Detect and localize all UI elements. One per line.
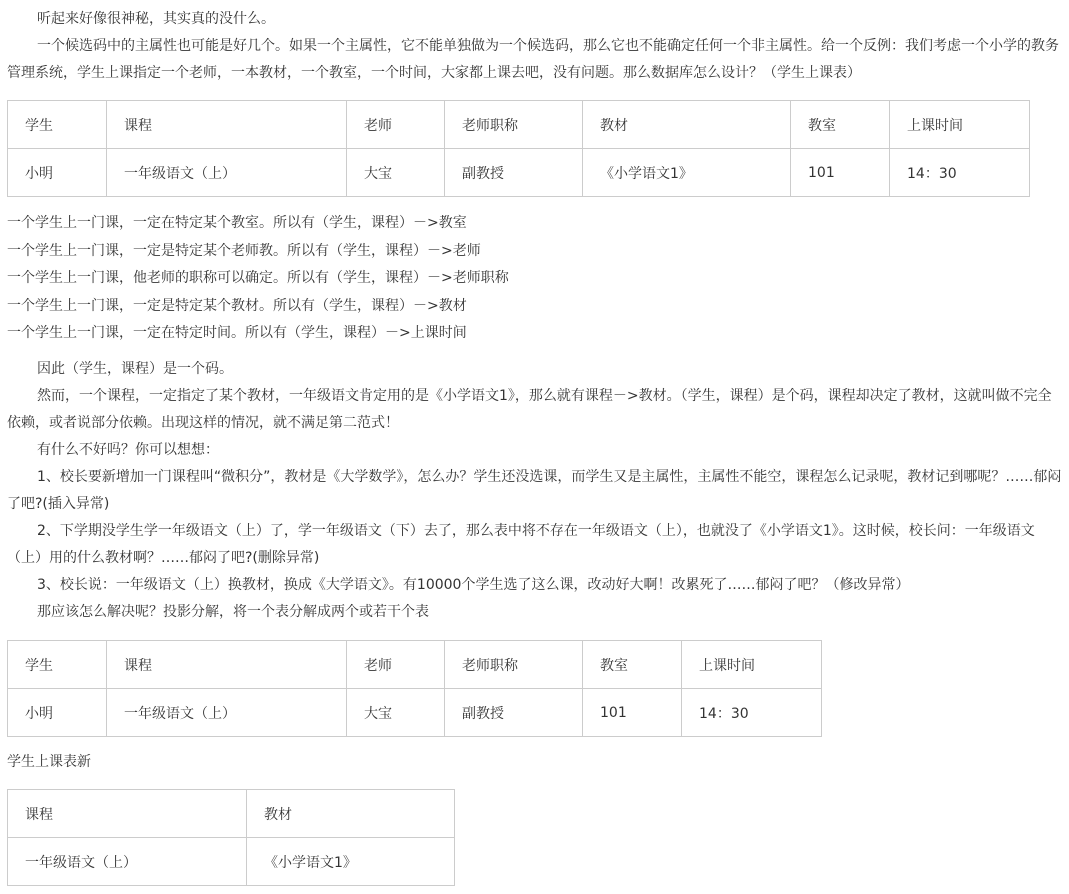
table-header-cell: 老师 <box>347 101 445 149</box>
dependency-line: 一个学生上一门课，一定是特定某个老师教。所以有（学生，课程）－>老师 <box>7 242 481 259</box>
table-cell: 《小学语文1》 <box>583 149 791 197</box>
dependency-list <box>7 210 1065 348</box>
student-class-table <box>7 100 1030 197</box>
analysis-paragraph: 3、校长说：一年级语文（上）换教材，换成《大学语文》。有10000个学生选了这么课，改动好大啊！改累死了……郁闷了吧？（修改异常） <box>37 577 910 593</box>
analysis-paragraph: 有什么不好吗？你可以想想： <box>37 442 219 458</box>
table-header-cell: 教室 <box>791 101 890 149</box>
intro-paragraph: 一个候选码中的主属性也可能是好几个。如果一个主属性，它不能单独做为一个候选码，那么它也不能确定任何一个非主属性。给一个反例：我们考虑一个小学的教务 管理系统，学生上课指定一个老师，一本教材，一个教室，一个时间，大家都上课去吧，没有问题。那么数据库怎么设计？（学生上课表） <box>7 38 1059 81</box>
table-header-cell: 教材 <box>583 101 791 149</box>
table-header-cell: 教室 <box>583 641 682 689</box>
intro-section <box>7 6 1065 87</box>
analysis-paragraph: 1、校长要新增加一门课程叫“微积分”，教材是《大学数学》，怎么办？学生还没选课，而学生又是主属性，主属性不能空，课程怎么记录呢，教材记到哪呢？……郁闷了吧?(插入异常) <box>7 469 1062 512</box>
dependency-line: 一个学生上一门课，他老师的职称可以确定。所以有（学生，课程）－>老师职称 <box>7 270 509 286</box>
table-header-cell: 老师职称 <box>445 641 583 689</box>
table-cell: 小明 <box>8 689 107 737</box>
course-textbook-table <box>7 789 455 886</box>
table-header-cell: 上课时间 <box>890 101 1030 149</box>
dependency-line: 一个学生上一门课，一定在特定时间。所以有（学生，课程）－>上课时间 <box>7 325 467 341</box>
table-header-row <box>8 641 822 689</box>
table-header-row <box>8 790 455 838</box>
analysis-section <box>7 356 1065 626</box>
dependency-line: 一个学生上一门课，一定在特定某个教室。所以有（学生，课程）－>教室 <box>7 215 467 231</box>
table-cell: 一年级语文（上） <box>107 689 347 737</box>
table-cell: 一年级语文（上） <box>8 838 247 886</box>
analysis-paragraph: 因此（学生，课程）是一个码。 <box>37 361 233 377</box>
table-cell: 副教授 <box>445 689 583 737</box>
table-row <box>8 149 1030 197</box>
analysis-paragraph: 然而，一个课程，一定指定了某个教材，一年级语文肯定用的是《小学语文1》，那么就有课程－>教材。（学生，课程）是个码，课程却决定了教材，这就叫做不完全依赖，或者说部分依赖。出现这样的情况，就不满足第二范式！ <box>7 388 1052 431</box>
table-cell: 《小学语文1》 <box>247 838 455 886</box>
analysis-paragraph: 那应该怎么解决呢？投影分解，将一个表分解成两个或若干个表 <box>37 604 429 620</box>
table-header-cell: 课程 <box>8 790 247 838</box>
table-row <box>8 838 455 886</box>
table-header-cell: 老师职称 <box>445 101 583 149</box>
analysis-paragraph: 2、下学期没学生学一年级语文（上）了，学一年级语文（下）去了，那么表中将不存在一年级语文（上），也就没了《小学语文1》。这时候，校长问：一年级语文（上）用的什么教材啊？……郁闷了吧?(删除异常) <box>7 523 1035 566</box>
table-cell: 101 <box>583 689 682 737</box>
table-cell: 一年级语文（上） <box>107 149 347 197</box>
table-header-cell: 课程 <box>107 641 347 689</box>
student-class-table-decomposed <box>7 640 822 737</box>
table-header-cell: 课程 <box>107 101 347 149</box>
table-header-cell: 上课时间 <box>682 641 822 689</box>
table-cell: 小明 <box>8 149 107 197</box>
table-cell: 大宝 <box>347 689 445 737</box>
dependency-line: 一个学生上一门课，一定是特定某个教材。所以有（学生，课程）－>教材 <box>7 297 467 314</box>
table-caption: 学生上课表新 <box>7 754 91 770</box>
table-cell: 14：30 <box>682 689 822 737</box>
table-header-cell: 老师 <box>347 641 445 689</box>
table-header-cell: 学生 <box>8 641 107 689</box>
table-header-row <box>8 101 1030 149</box>
table-cell: 大宝 <box>347 149 445 197</box>
table-header-cell: 教材 <box>247 790 455 838</box>
table-row <box>8 689 822 737</box>
intro-paragraph: 听起来好像很神秘，其实真的没什么。 <box>37 11 275 27</box>
table-cell: 副教授 <box>445 149 583 197</box>
table-cell: 14：30 <box>890 149 1030 197</box>
table-cell: 101 <box>791 149 890 197</box>
table-header-cell: 学生 <box>8 101 107 149</box>
